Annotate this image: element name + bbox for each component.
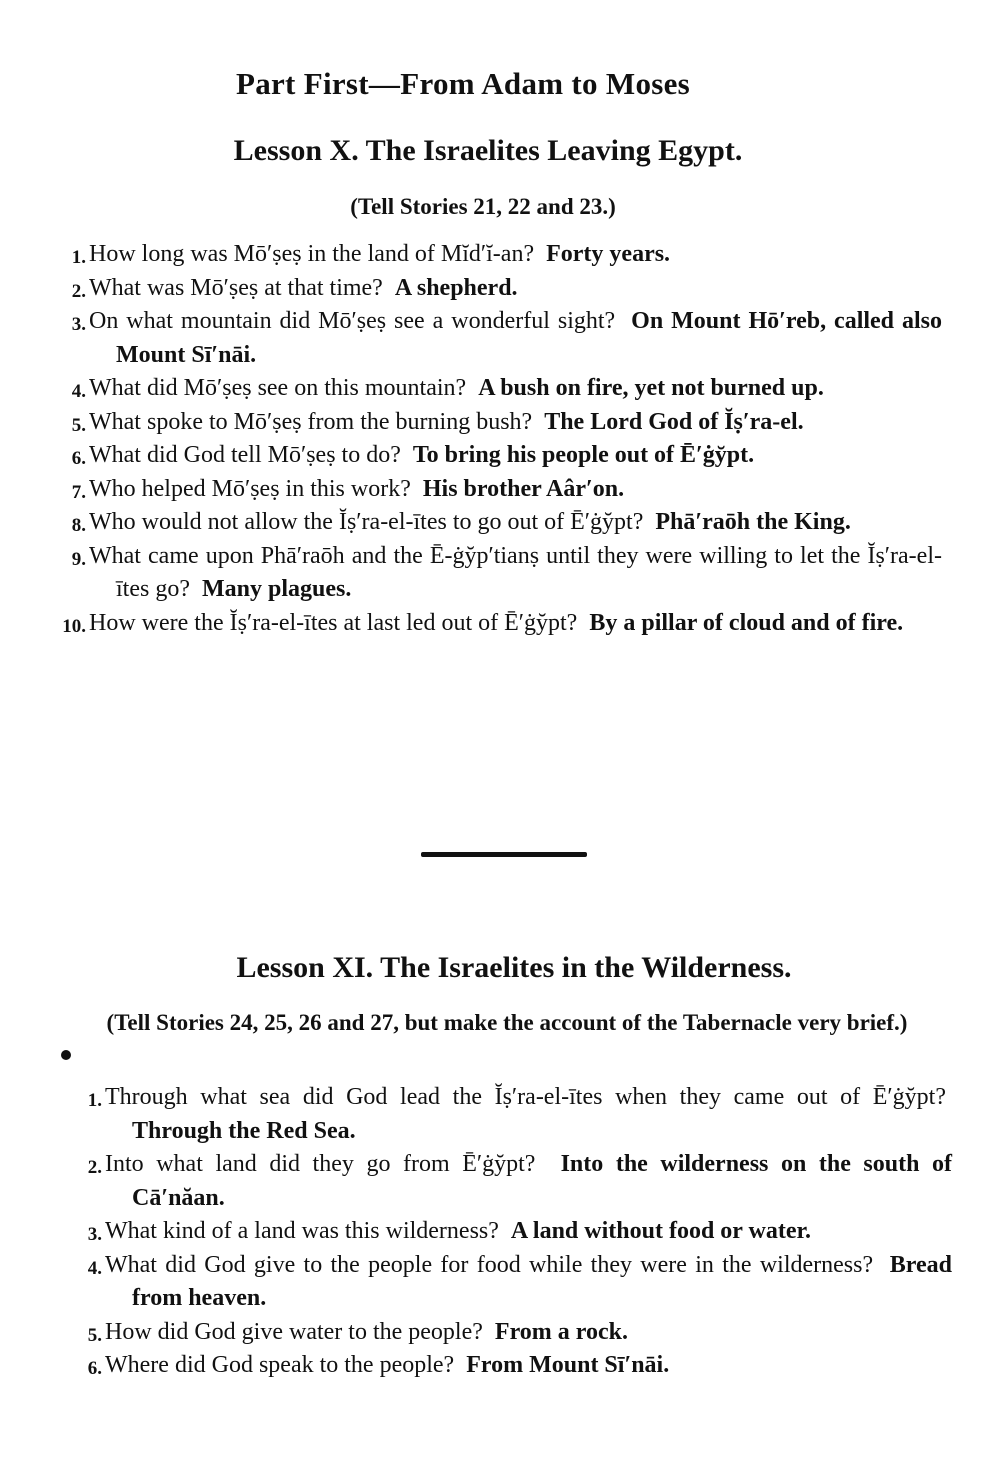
answer-text: His brother Aâr′on. [422, 475, 625, 502]
question-number: 1. [71, 247, 86, 268]
answer-text: On Mount Hō′reb, called also Mount Sī′nāi. [116, 308, 943, 368]
ink-speck [61, 1050, 71, 1060]
lesson-title: Lesson X. The Israelites Leaving Egypt. [233, 134, 743, 167]
list-item [54, 406, 942, 440]
answer-text: A land without food or water. [510, 1218, 811, 1244]
question-list [54, 238, 942, 640]
question-number: 4. [87, 1257, 102, 1279]
question-text: Who helped Mō′ṣeṣ in this work? [89, 475, 411, 502]
list-item [70, 1316, 952, 1350]
question-text: What did God give to the people for food while they were in the wilderness? [105, 1251, 874, 1278]
question-number: 3. [87, 1224, 102, 1245]
answer-text: By a pillar of cloud and of fire. [589, 609, 904, 636]
list-item [54, 238, 942, 272]
list-item [70, 1349, 952, 1383]
question-text: How were the Ĭṣ′ra-el-ītes at last led out of Ē′ġy̆pt? [89, 609, 578, 636]
answer-text: From a rock. [494, 1318, 628, 1345]
question-text: How long was Mō′ṣeṣ in the land of Mĭd′ĭ-an? [89, 241, 535, 267]
question-number: 6. [87, 1358, 102, 1379]
answer-text: The Lord God of Ĭṣ′ra-el. [544, 408, 804, 435]
question-number: 5. [71, 414, 86, 436]
question-number: 7. [71, 481, 86, 503]
question-text: What kind of a land was this wilderness? [105, 1218, 499, 1244]
answer-text: Phā′raōh the King. [655, 509, 851, 535]
lesson-instruction: (Tell Stories 21, 22 and 23.) [350, 194, 616, 219]
list-item [70, 1081, 952, 1148]
question-text: Where did God speak to the people? [105, 1352, 455, 1378]
section-divider [421, 852, 587, 857]
list-item [54, 473, 942, 507]
lesson-title: Lesson XI. The Israelites in the Wilderness. [236, 951, 792, 984]
question-text: On what mountain did Mō′ṣeṣ see a wonderful sight? [89, 308, 616, 334]
question-list [70, 1081, 952, 1383]
question-text: What did Mō′ṣeṣ see on this mountain? [89, 375, 467, 401]
list-item [54, 607, 942, 641]
answer-text: Bread from heaven. [132, 1251, 952, 1311]
list-item [54, 439, 942, 473]
question-number: 10. [62, 615, 86, 637]
answer-text: Into the wilderness on the south of Cā′năan. [132, 1151, 953, 1211]
question-number: 9. [71, 548, 86, 570]
list-item [70, 1249, 952, 1316]
question-number: 4. [71, 381, 86, 402]
question-text: What did God tell Mō′ṣeṣ to do? [89, 442, 401, 468]
question-number: 2. [71, 280, 86, 302]
list-item [70, 1148, 952, 1215]
question-text: Through what sea did God lead the Ĭṣ′ra-el-ītes when they came out of Ē′ġy̆pt? [105, 1084, 946, 1110]
answer-text: A bush on fire, yet not burned up. [478, 375, 824, 401]
answer-text: Forty years. [546, 241, 671, 267]
list-item [54, 305, 942, 372]
question-number: 6. [71, 448, 86, 469]
lesson-instruction: (Tell Stories 24, 25, 26 and 27, but make the account of the Tabernacle very brief.) [106, 1010, 908, 1035]
list-item [54, 272, 942, 306]
answer-text: A shepherd. [394, 274, 518, 301]
list-item [54, 540, 942, 607]
question-number: 3. [71, 314, 86, 335]
question-number: 2. [87, 1157, 102, 1178]
list-item [70, 1215, 952, 1249]
question-text: Into what land did they go from Ē′ġy̆pt? [105, 1151, 536, 1177]
question-text: How did God give water to the people? [105, 1318, 483, 1345]
list-item [54, 506, 942, 540]
part-title: Part First—From Adam to Moses [235, 66, 691, 101]
question-text: What was Mō′ṣeṣ at that time? [89, 274, 383, 301]
question-text: What came upon Phā′raōh and the Ē-ġy̆p′tianṣ until they were willing to let the Ĭṣ′ra-el-ītes go? [89, 542, 942, 602]
question-number: 8. [71, 515, 86, 536]
answer-text: From Mount Sī′nāi. [466, 1352, 670, 1378]
question-text: Who would not allow the Ĭṣ′ra-el-ītes to go out of Ē′ġy̆pt? [89, 509, 644, 535]
question-number: 5. [87, 1324, 102, 1346]
answer-text: Many plagues. [201, 576, 352, 602]
answer-text: Through the Red Sea. [132, 1117, 356, 1144]
question-text: What spoke to Mō′ṣeṣ from the burning bush? [89, 408, 533, 435]
question-number: 1. [87, 1090, 102, 1111]
list-item [54, 372, 942, 406]
answer-text: To bring his people out of Ē′ġy̆pt. [412, 442, 755, 468]
